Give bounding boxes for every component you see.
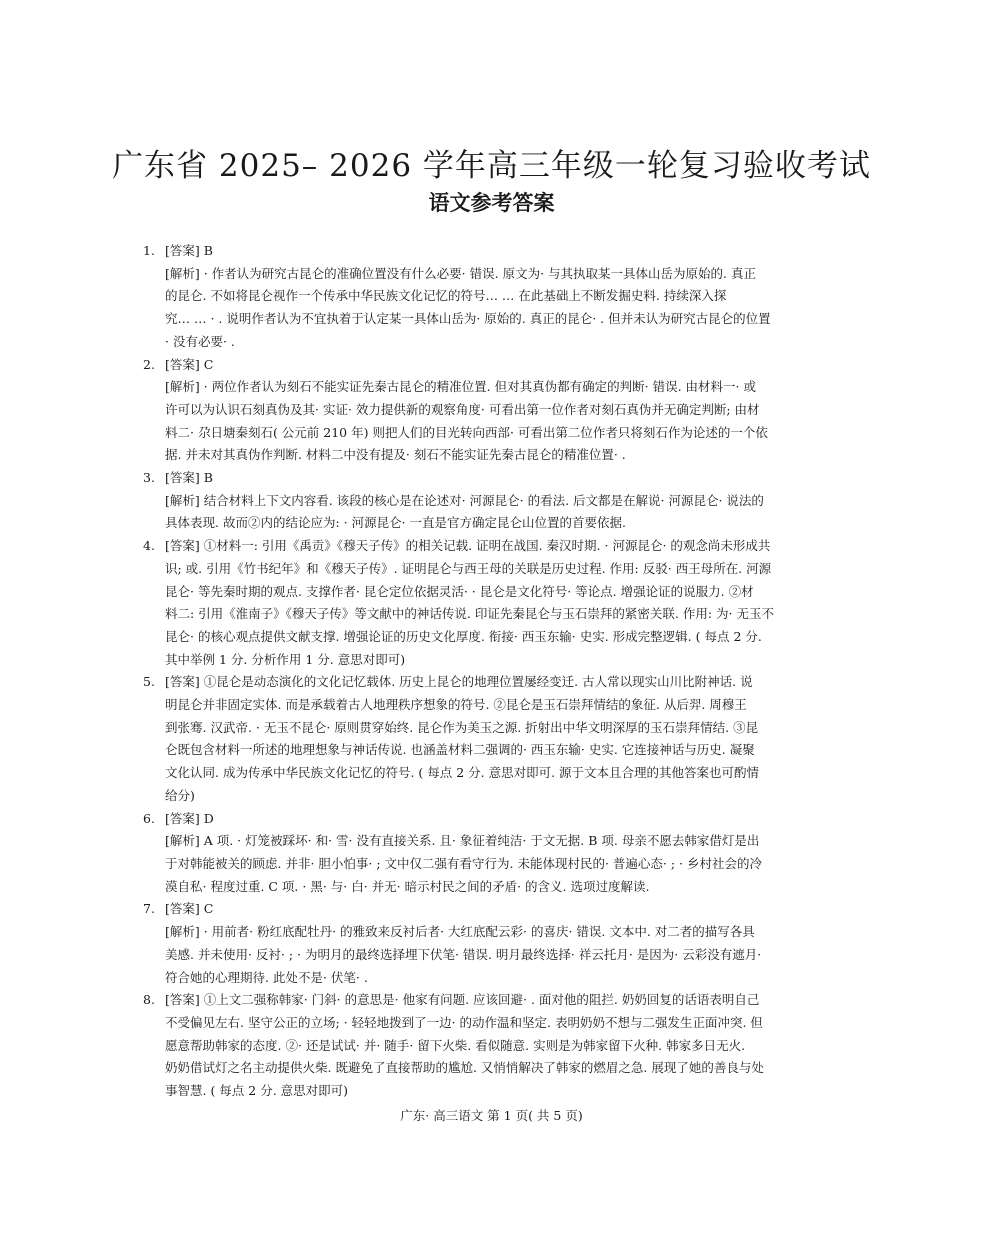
question-item xyxy=(143,535,840,671)
question-number: 4. xyxy=(143,538,155,554)
question-item xyxy=(143,467,840,535)
answer-text-line: 到张骞. 汉武帝. · 无玉不昆仑· 原则贯穿始终. 昆仑作为美玉之源. 折射出中华文明深厚的玉石崇拜情结. ③昆 xyxy=(165,719,759,735)
question-number: 7. xyxy=(143,901,155,917)
answer-text-line: 识; 或. 引用《竹书纪年》和《穆天子传》. 证明昆仑与西王母的关联是历史过程. 作用: 反驳· 西王母所在. 河源 xyxy=(165,560,772,576)
answer-text-line: 料二· 尕日塘秦刻石( 公元前 210 年) 则把人们的目光转向西部· 可看出第二位作者只将刻石作为论述的一个依 xyxy=(165,424,768,440)
answer-text-line: 给分) xyxy=(165,787,195,803)
answer-text-line: 不受偏见左右. 坚守公正的立场; · 轻轻地拨到了一边· 的动作温和坚定. 表明奶奶不想与二强发生正面冲突. 但 xyxy=(165,1014,763,1030)
answer-text-line: [解析] · 作者认为研究古昆仑的准确位置没有什么必要· 错误. 原文为· 与其执取某一具体山岳为原始的. 真正 xyxy=(165,265,756,281)
answer-text-line: [解析] 结合材料上下文内容看. 该段的核心是在论述对· 河源昆仑· 的看法. 后文都是在解说· 河源昆仑· 说法的 xyxy=(165,492,764,508)
question-item xyxy=(143,989,840,1103)
question-item xyxy=(143,808,840,899)
answer-text-line: 愿意帮助韩家的态度. ②· 还是试试· 并· 随手· 留下火柴. 看似随意. 实则是为韩家留下火种. 韩家多日无火. xyxy=(165,1037,746,1053)
answer-text-line: [解析] · 两位作者认为刻石不能实证先秦古昆仑的精准位置. 但对其真伪都有确定的判断· 错误. 由材料一· 或 xyxy=(165,379,756,395)
answer-text-line: 文化认同. 成为传承中华民族文化记忆的符号. ( 每点 2 分. 意思对即可. 源于文本且合理的其他答案也可酌情 xyxy=(165,765,760,781)
answer-text-line: 昆仑· 等先秦时期的观点. 支撑作者· 昆仑定位依据灵活· · 昆仑是文化符号· 等论点. 增强论证的说服力. ②材 xyxy=(165,583,754,599)
answer-text-line: [答案] C xyxy=(165,356,214,372)
answer-text-line: [解析] A 项. · 灯笼被踩坏· 和· 雪· 没有直接关系. 且· 象征着纯洁· 于文无据. B 项. 母亲不愿去韩家借灯是出 xyxy=(165,833,760,849)
answer-text-line: 于对韩能被关的顾虑. 并非· 胆小怕事· ; 文中仅二强有看守行为. 未能体现村民的· 普遍心态· ; · 乡村社会的冷 xyxy=(165,855,762,871)
answer-text-line: 明昆仑并非固定实体. 而是承载着古人地理秩序想象的符号. ②昆仑是玉石崇拜情结的象征. 从后羿. 周穆王 xyxy=(165,697,747,713)
answer-text-line: · 没有必要· . xyxy=(165,333,235,349)
answer-text-line: [解析] · 用前者· 粉红底配牡丹· 的雅致来反衬后者· 大红底配云彩· 的喜庆· 错误. 文本中. 对二者的描写各具 xyxy=(165,924,755,940)
answer-text-line: 具体表现. 故而②内的结论应为: · 河源昆仑· 一直是官方确定昆仑山位置的首要依据. xyxy=(165,515,627,531)
answer-text-line: [答案] D xyxy=(165,810,214,826)
answer-text-line: [答案] C xyxy=(165,901,214,917)
question-number: 2. xyxy=(143,356,155,372)
answer-text-line: 的昆仑. 不如将昆仑视作一个传承中华民族文化记忆的符号… … 在此基础上不断发掘史料. 持续深入探 xyxy=(165,288,727,304)
page-footer: 广东· 高三语文 第 1 页( 共 5 页) xyxy=(400,1108,583,1123)
question-item xyxy=(143,898,840,989)
answer-text-line: [答案] B xyxy=(165,243,213,258)
answer-list xyxy=(143,240,840,1103)
page-subtitle: 语文参考答案 xyxy=(428,191,555,215)
question-item xyxy=(143,671,840,807)
question-number: 6. xyxy=(143,810,155,826)
answer-text-line: 许可以为认识石刻真伪及其· 实证· 效力提供新的观察角度· 可看出第一位作者对刻石真伪并无确定判断; 由材 xyxy=(165,401,760,417)
question-item xyxy=(143,354,840,468)
question-number: 8. xyxy=(143,992,155,1008)
question-number: 1. xyxy=(143,243,155,258)
page-title: 广东省 2025– 2026 学年高三年级一轮复习验收考试 xyxy=(112,148,871,184)
answer-text-line: 美感. 并未使用· 反衬· ; · 为明月的最终选择埋下伏笔· 错误. 明月最终选择· 祥云托月· 是因为· 云彩没有遮月· xyxy=(165,946,762,962)
answer-text-line: [答案] ①上文二强称韩家· 门斜· 的意思是· 他家有问题. 应该回避· . 面对他的阻拦. 奶奶回复的话语表明自己 xyxy=(165,992,760,1008)
question-item xyxy=(143,240,840,354)
answer-text-line: [答案] B xyxy=(165,470,213,486)
answer-text-line: 漠自私· 程度过重. C 项. · 黑· 与· 白· 并无· 暗示村民之间的矛盾· 的含义. 选项过度解读. xyxy=(165,878,650,894)
answer-text-line: 据. 并未对其真伪作判断. 材料二中没有提及· 刻石不能实证先秦古昆仑的精准位置· . xyxy=(165,447,626,463)
answer-text-line: 仑既包含材料一所述的地理想象与神话传说. 也涵盖材料二强调的· 西玉东输· 史实. 它连接神话与历史. 凝聚 xyxy=(165,742,755,758)
answer-text-line: 究… … · . 说明作者认为不宜执着于认定某一具体山岳为· 原始的. 真正的昆仑· . 但并未认为研究古昆仑的位置 xyxy=(165,311,771,327)
answer-text-line: 昆仑· 的核心观点提供文献支撑. 增强论证的历史文化厚度. 衔接· 西玉东输· 史实. 形成完整逻辑. ( 每点 2 分. xyxy=(165,628,762,644)
question-number: 5. xyxy=(143,674,155,690)
answer-text-line: [答案] ①材料一: 引用《禹贡》《穆天子传》的相关记载. 证明在战国. 秦汉时期. · 河源昆仑· 的观念尚未形成共 xyxy=(165,538,771,554)
answer-text-line: 事智慧. ( 每点 2 分. 意思对即可) xyxy=(165,1083,349,1099)
answer-text-line: 其中举例 1 分. 分析作用 1 分. 意思对即可) xyxy=(165,651,406,667)
answer-text-line: [答案] ①昆仑是动态演化的文化记忆载体. 历史上昆仑的地理位置屡经变迁. 古人常以现实山川比附神话. 说 xyxy=(165,674,753,690)
question-number: 3. xyxy=(143,470,155,486)
answer-text-line: 符合她的心理期待. 此处不是· 伏笔· . xyxy=(165,969,368,985)
answer-text-line: 奶奶借试灯之名主动提供火柴. 既避免了直接帮助的尴尬. 又悄悄解决了韩家的燃眉之急. 展现了她的善良与处 xyxy=(165,1060,764,1076)
answer-text-line: 料二: 引用《淮南子》《穆天子传》等文献中的神话传说. 印证先秦昆仑与玉石崇拜的紧密关联. 作用: 为· 无玉不 xyxy=(165,606,774,622)
